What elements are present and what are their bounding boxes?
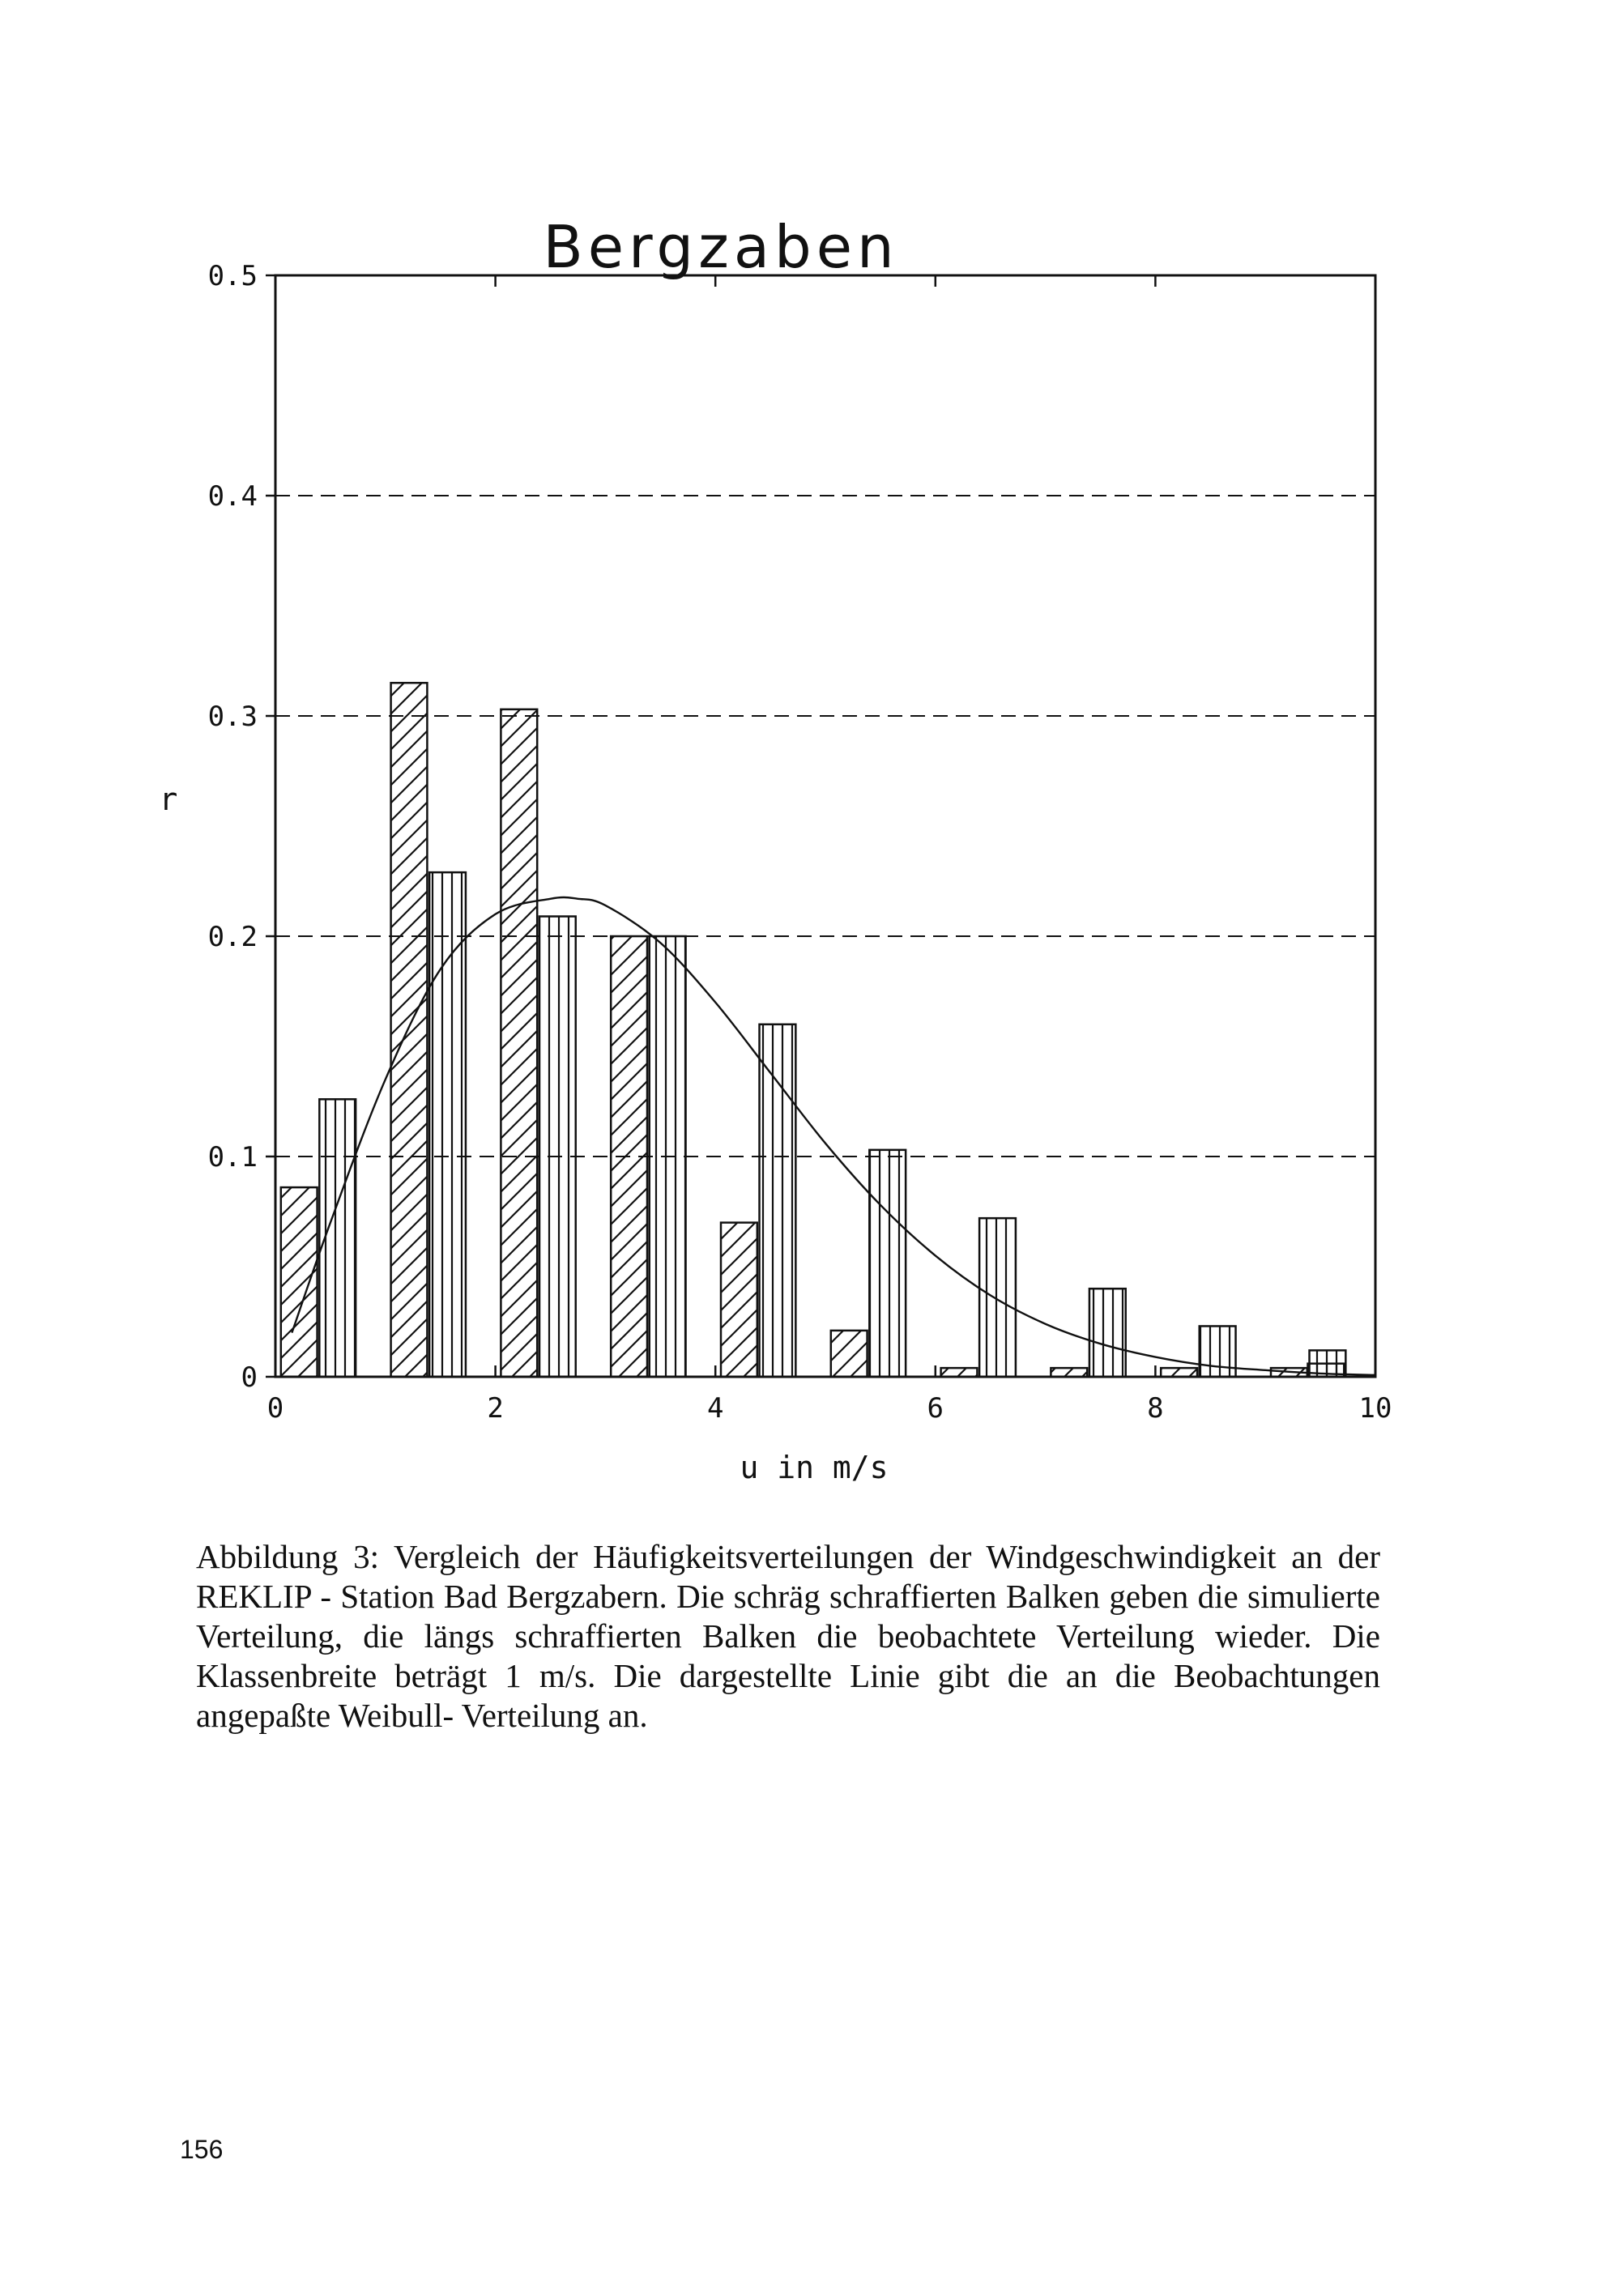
y-axis-label: r bbox=[159, 782, 178, 817]
bar-simulated-6-7 bbox=[941, 1368, 978, 1377]
y-tick-label: 0.3 bbox=[207, 701, 258, 733]
bar-simulated-1-2 bbox=[391, 683, 428, 1377]
y-tick-label: 0.4 bbox=[207, 480, 258, 513]
bar-simulated-2-3 bbox=[501, 709, 537, 1377]
bar-observed-3-4 bbox=[650, 936, 686, 1377]
chart-title: Bergzaben bbox=[543, 213, 899, 281]
x-tick-label: 2 bbox=[487, 1392, 504, 1425]
x-tick-label: 6 bbox=[927, 1392, 944, 1425]
bar-observed-1-2 bbox=[429, 872, 466, 1377]
bar-observed-6-7 bbox=[979, 1218, 1016, 1377]
bar-observed-5-6 bbox=[869, 1150, 906, 1377]
bars bbox=[281, 683, 1346, 1377]
bar-simulated-7-8 bbox=[1051, 1368, 1087, 1377]
x-tick-label: 8 bbox=[1147, 1392, 1164, 1425]
x-tick-label: 4 bbox=[706, 1392, 724, 1425]
y-tick-label: 0.2 bbox=[207, 921, 258, 953]
figure-caption: Abbildung 3: Vergleich der Häufigkeitsverteilungen der Windgeschwindigkeit an der REKLIP - Station Bad Bergzabern. Die schräg schraffierten Balken geben die simulierte Verteilung, die längs schraffierten Balken die beobachtete Verteilung wieder. Die Klassenbreite beträgt 1 m/s. Die dargestellte Linie gibt die an die Beobachtungen angepaßte Weibull- Verteilung an. bbox=[196, 1538, 1380, 1734]
y-tick-label: 0 bbox=[241, 1361, 258, 1394]
bar-simulated-3-4 bbox=[611, 936, 647, 1377]
bar-simulated-0-1 bbox=[281, 1187, 318, 1377]
bar-simulated-5-6 bbox=[831, 1331, 868, 1377]
bar-simulated-8-9 bbox=[1161, 1368, 1197, 1377]
page-number: 156 bbox=[180, 2135, 224, 2164]
y-tick-label: 0.5 bbox=[207, 260, 258, 292]
x-axis-label: u in m/s bbox=[740, 1450, 889, 1485]
bar-observed-4-5 bbox=[760, 1024, 796, 1377]
x-tick-label: 0 bbox=[266, 1392, 284, 1425]
y-tick-label: 0.1 bbox=[207, 1141, 258, 1174]
bar-simulated-4-5 bbox=[721, 1223, 757, 1377]
axis-ticks bbox=[208, 260, 1392, 1425]
bar-observed-7-8 bbox=[1089, 1289, 1126, 1377]
bar-observed-2-3 bbox=[539, 917, 576, 1377]
bar-observed-8-9 bbox=[1200, 1326, 1236, 1377]
x-tick-label: 10 bbox=[1358, 1392, 1392, 1425]
